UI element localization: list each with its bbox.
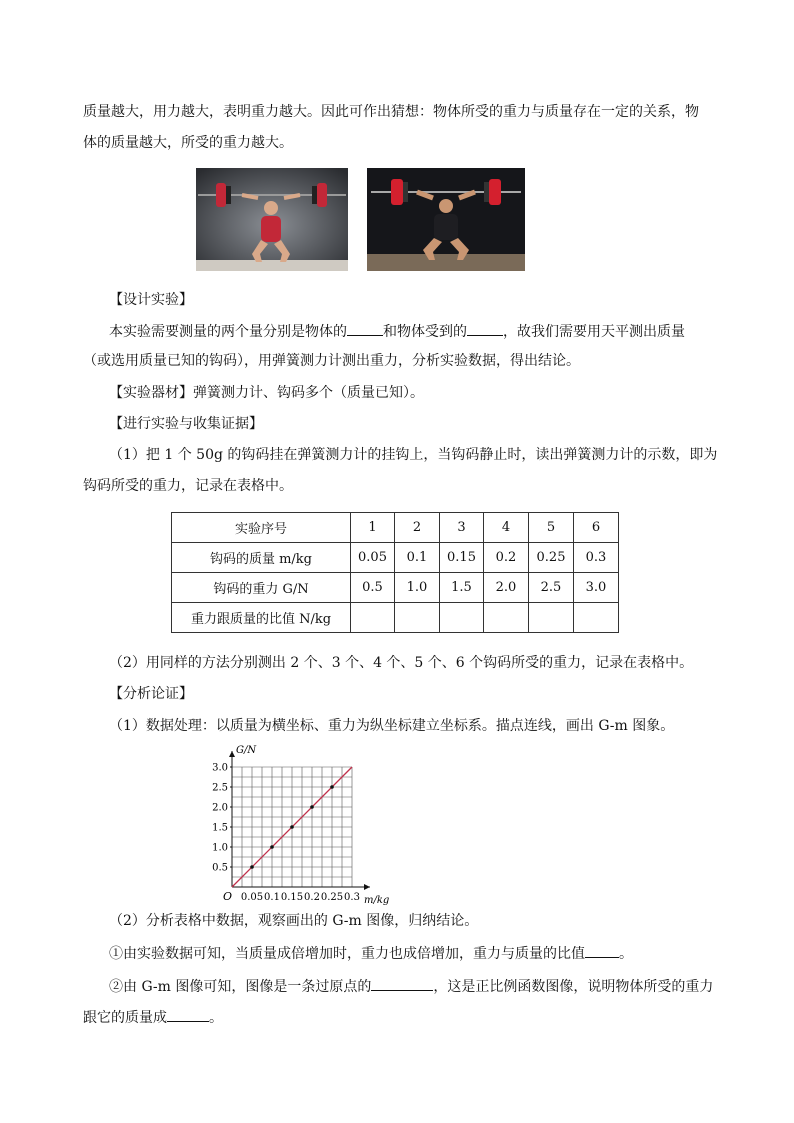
cell: 6: [574, 513, 619, 543]
row-label: 钩码的重力 G/N: [172, 573, 351, 603]
cell: 5: [529, 513, 574, 543]
cell: 1: [351, 513, 395, 543]
table-row: [172, 603, 619, 633]
row-label: 钩码的质量 m/kg: [172, 543, 351, 573]
y-tick-label: 2.0: [212, 802, 228, 814]
g-m-chart: [196, 740, 396, 905]
data-point: [290, 825, 294, 829]
y-tick-label: 1.0: [212, 842, 228, 854]
x-tick-label: 0.15: [280, 892, 304, 903]
x-tick-label: 0.25: [320, 892, 344, 903]
x-tick-label: 0.2: [304, 892, 320, 903]
y-axis-label: G/N: [236, 745, 257, 756]
cell: [529, 603, 574, 633]
cell: 1.5: [440, 573, 484, 603]
design-heading: 【设计实验】: [109, 292, 193, 308]
cell: [351, 603, 395, 633]
y-axis-arrow: [229, 751, 235, 757]
table-row: [172, 543, 619, 573]
design-text-b: 和物体受到的: [383, 324, 467, 340]
conclusion-2-end: 。: [209, 1010, 223, 1026]
x-tick-label: 0.1: [264, 892, 280, 903]
blank-quantity-2: [467, 321, 503, 336]
x-tick-label: 0.3: [344, 892, 360, 903]
cell: 0.15: [440, 543, 484, 573]
intro-line-2: 体的质量越大，所受的重力越大。: [83, 135, 293, 151]
conclusion-1-end: 。: [619, 946, 633, 962]
procedure-step1-line1: （1）把 1 个 50g 的钩码挂在弹簧测力计的挂钩上，当钩码静止时，读出弹簧测力计的示数，即为: [109, 447, 718, 463]
origin-label: O: [223, 890, 233, 903]
cell: 1.0: [395, 573, 440, 603]
cell: 2.5: [529, 573, 574, 603]
cell: [440, 603, 484, 633]
equipment-line: [109, 383, 424, 403]
cell: 2: [395, 513, 440, 543]
cell: [395, 603, 440, 633]
table-row: [172, 513, 619, 543]
x-axis-label: m/kg: [364, 895, 390, 905]
row-label: 重力跟质量的比值 N/kg: [172, 603, 351, 633]
design-line-2: （或选用质量已知的钩码），用弹簧测力计测出重力，分析实验数据，得出结论。: [83, 353, 580, 369]
cell: [574, 603, 619, 633]
conclusion-1: [109, 943, 633, 964]
cell: 0.05: [351, 543, 395, 573]
conclusion-2-text-c: 跟它的质量成: [83, 1010, 167, 1026]
blank-quantity-1: [347, 321, 383, 336]
design-line-1: [109, 321, 685, 342]
row-label: 实验序号: [172, 513, 351, 543]
data-point: [330, 785, 334, 789]
y-tick-label: 3.0: [212, 762, 228, 774]
blank-proportion: [167, 1007, 209, 1022]
procedure-heading: 【进行实验与收集证据】: [109, 416, 263, 432]
equipment-text: 弹簧测力计、钩码多个（质量已知）。: [193, 385, 424, 401]
cell: 3.0: [574, 573, 619, 603]
y-tick-label: 1.5: [212, 822, 228, 834]
x-axis-arrow: [364, 884, 370, 890]
cell: 2.0: [484, 573, 529, 603]
conclusion-2-line-1: [109, 976, 713, 997]
blank-ratio: [585, 943, 619, 958]
conclusion-1-text: ①由实验数据可知，当质量成倍增加时，重力也成倍增加，重力与质量的比值: [109, 946, 585, 962]
y-tick-label: 0.5: [212, 862, 228, 874]
conclusion-2-text-a: ②由 G-m 图像可知，图像是一条过原点的: [109, 979, 372, 995]
table-row: [172, 573, 619, 603]
analysis-step2: （2）分析表格中数据，观察画出的 G-m 图像，归纳结论。: [109, 913, 479, 929]
equipment-heading: 【实验器材】: [109, 385, 193, 401]
intro-line-1: 质量越大，用力越大，表明重力越大。因此可作出猜想：物体所受的重力与质量存在一定的关系，物: [83, 104, 699, 120]
analysis-heading: 【分析论证】: [109, 686, 193, 702]
cell: 0.25: [529, 543, 574, 573]
cell: 0.2: [484, 543, 529, 573]
cell: [484, 603, 529, 633]
weightlifter-photo-2: [367, 168, 525, 271]
cell: 0.5: [351, 573, 395, 603]
blank-line-type: [371, 976, 433, 991]
procedure-step2: （2）用同样的方法分别测出 2 个、3 个、4 个、5 个、6 个钩码所受的重力，记录在表格中。: [109, 655, 694, 671]
design-text-c: ，故我们需要用天平测出质量: [503, 324, 685, 340]
conclusion-2-line-2: [83, 1007, 223, 1028]
cell: 0.3: [574, 543, 619, 573]
conclusion-2-text-b: ，这是正比例函数图像，说明物体所受的重力: [433, 979, 714, 995]
analysis-step1: （1）数据处理：以质量为横坐标、重力为纵坐标建立坐标系。描点连线，画出 G-m 图象。: [109, 718, 675, 734]
cell: 4: [484, 513, 529, 543]
data-table: [171, 512, 619, 633]
cell: 3: [440, 513, 484, 543]
x-tick-label: 0.05: [240, 892, 264, 903]
data-point: [250, 865, 254, 869]
y-tick-label: 2.5: [212, 782, 228, 794]
data-point: [310, 805, 314, 809]
data-point: [270, 845, 274, 849]
cell: 0.1: [395, 543, 440, 573]
design-text-a: 本实验需要测量的两个量分别是物体的: [109, 324, 347, 340]
weightlifter-photo-1: [196, 168, 348, 271]
procedure-step1-line2: 钩码所受的重力，记录在表格中。: [83, 478, 293, 494]
